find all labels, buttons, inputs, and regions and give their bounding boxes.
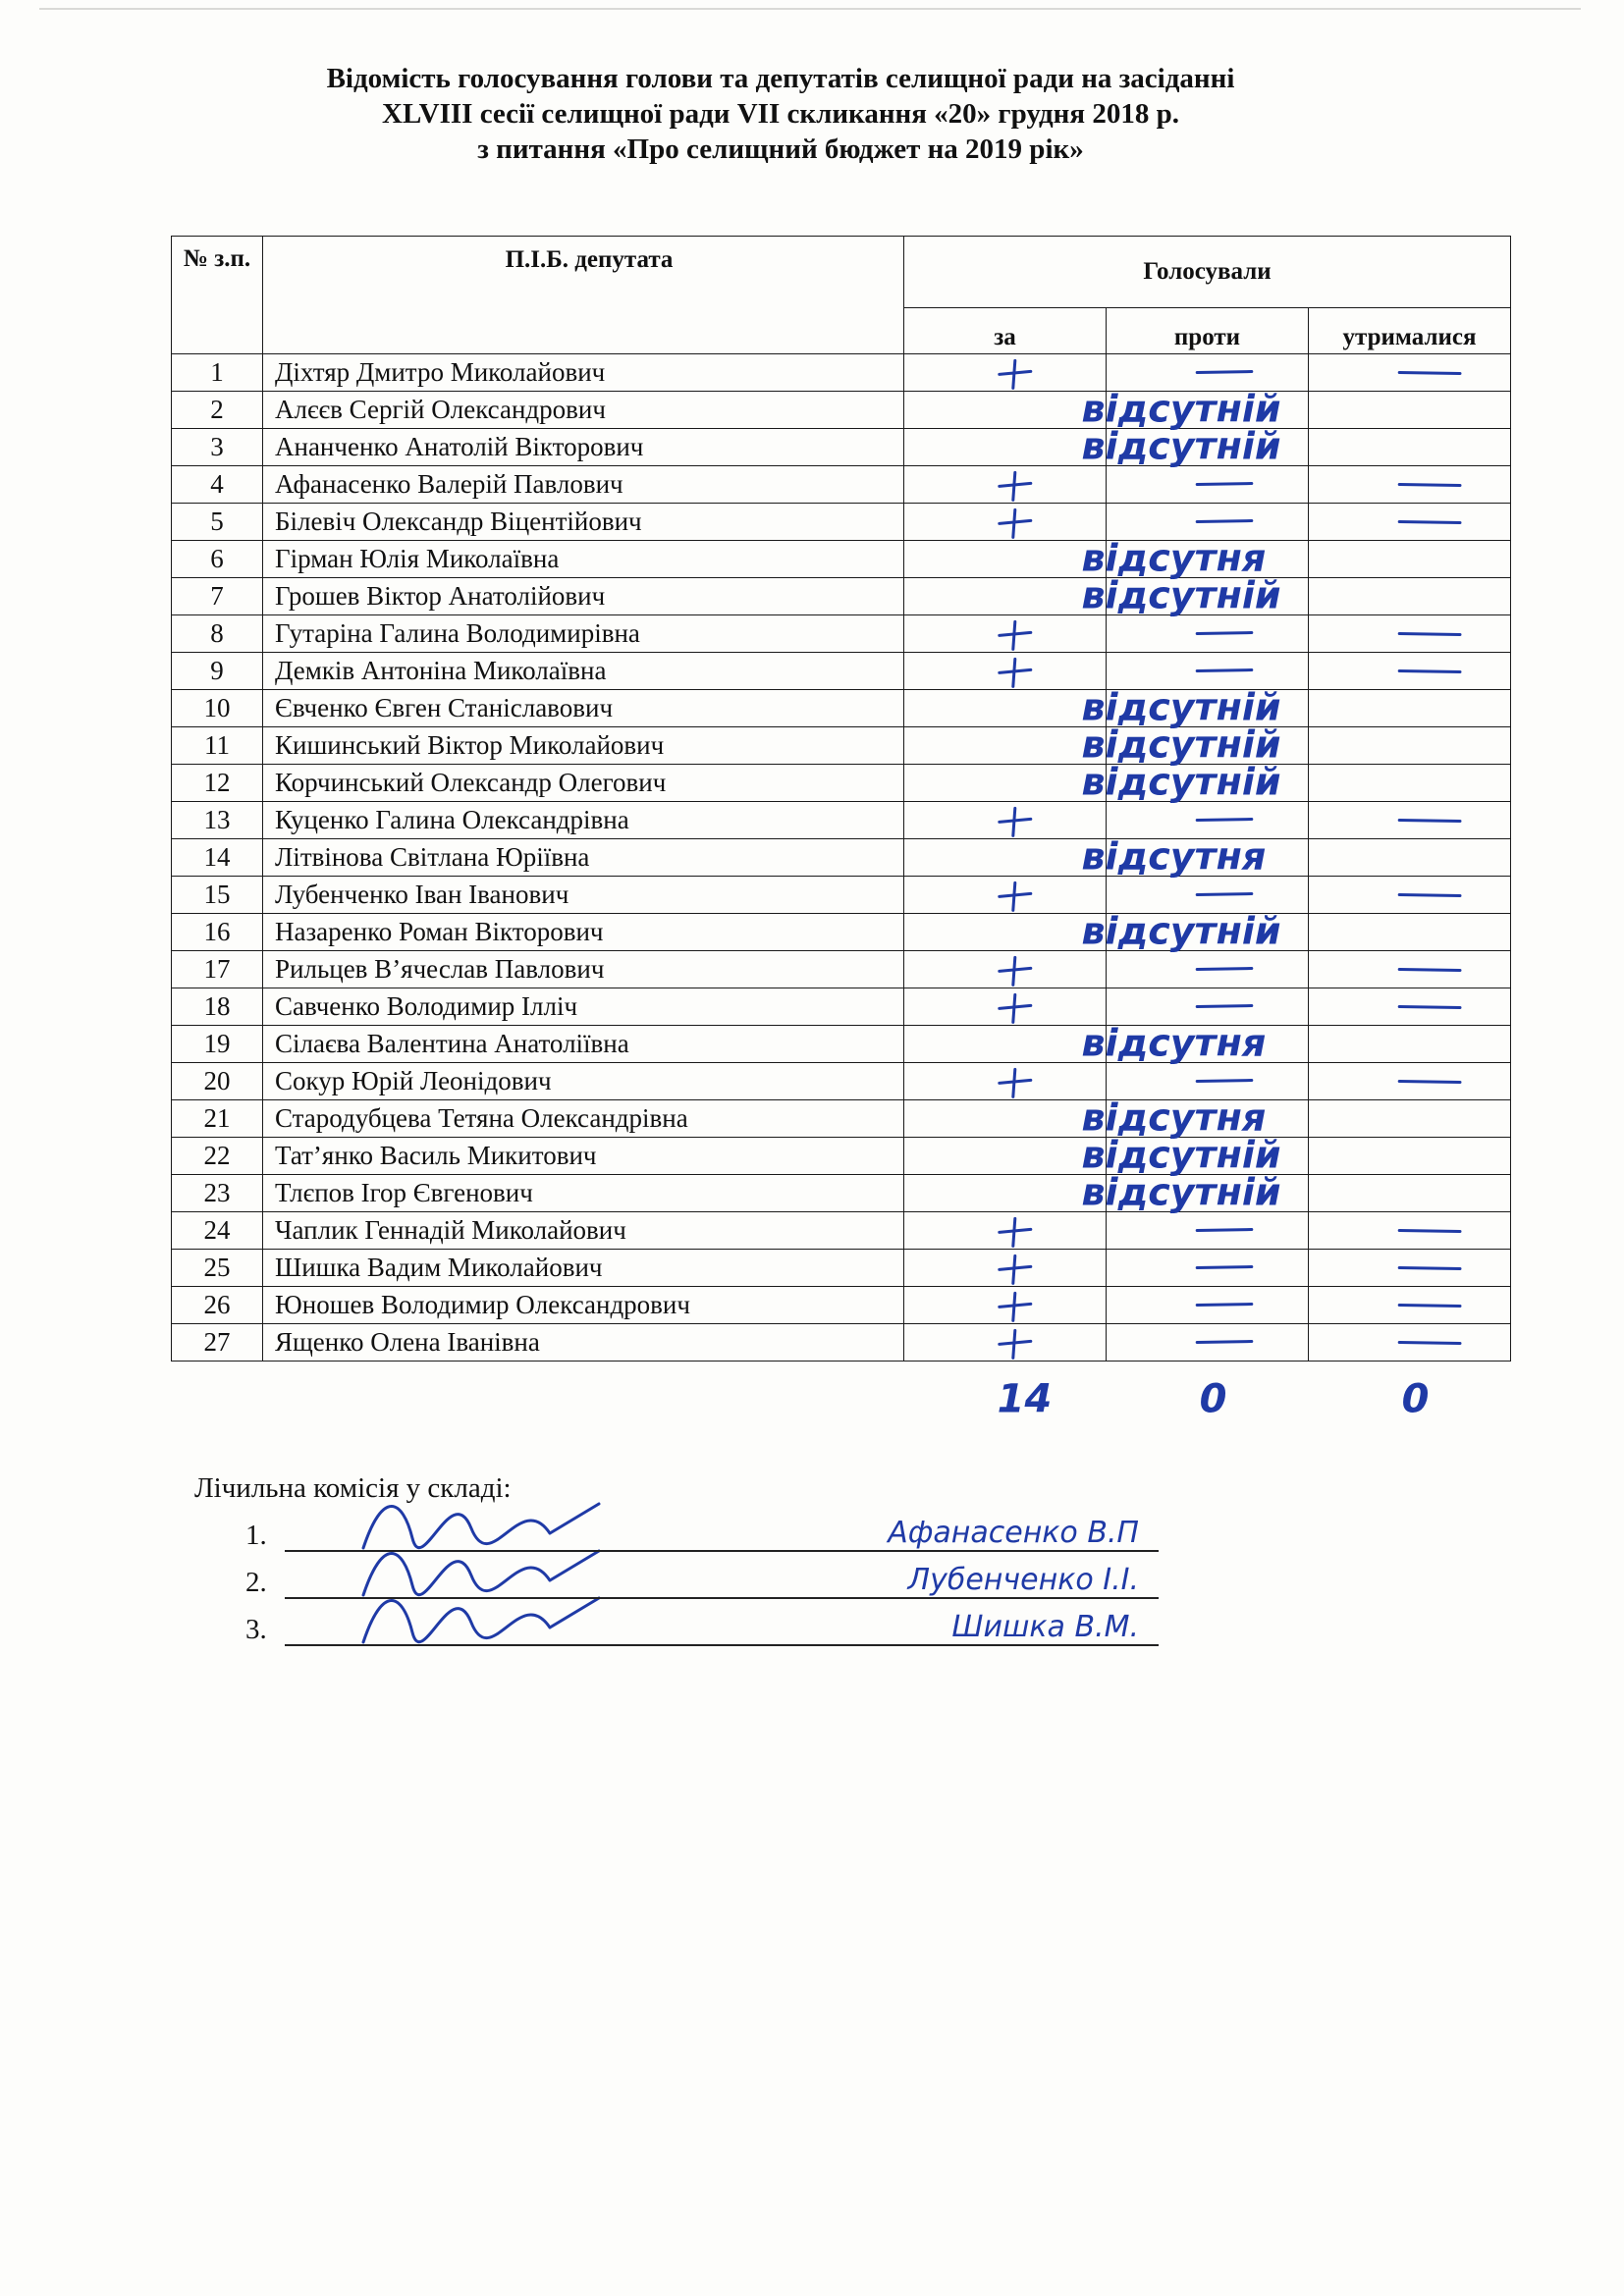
row-vote-for: [904, 765, 1107, 802]
row-vote-for: [904, 690, 1107, 727]
absent-mark: відсутній: [1081, 573, 1281, 617]
row-vote-against: [1107, 988, 1309, 1026]
row-vote-against: [1107, 877, 1309, 914]
table-row: [172, 1100, 1511, 1138]
row-name: Грошев Віктор Анатолійович: [263, 578, 904, 615]
member-name: Лубенченко І.І.: [907, 1563, 1139, 1597]
row-number: 7: [172, 578, 263, 615]
row-number: 27: [172, 1324, 263, 1362]
row-vote-abstained: [1309, 1212, 1511, 1250]
row-number: 20: [172, 1063, 263, 1100]
row-name: Літвінова Світлана Юріївна: [263, 839, 904, 877]
row-name: Афанасенко Валерій Павлович: [263, 466, 904, 504]
row-vote-against: [1107, 1324, 1309, 1362]
header-abstained: утрималися: [1309, 308, 1511, 354]
row-vote-abstained: [1309, 1026, 1511, 1063]
row-number: 6: [172, 541, 263, 578]
row-vote-against: [1107, 727, 1309, 765]
absent-mark: відсутня: [1081, 834, 1267, 879]
row-name: Ященко Олена Іванівна: [263, 1324, 904, 1362]
table-row: [172, 1250, 1511, 1287]
signature-line: [285, 1563, 1159, 1599]
table-row: [172, 988, 1511, 1026]
table-row: [172, 839, 1511, 877]
row-vote-for: [904, 466, 1107, 504]
row-vote-abstained: [1309, 541, 1511, 578]
row-vote-abstained: [1309, 877, 1511, 914]
row-vote-abstained: [1309, 578, 1511, 615]
row-number: 9: [172, 653, 263, 690]
absent-mark: відсутня: [1081, 1021, 1267, 1065]
row-vote-against: [1107, 1175, 1309, 1212]
row-vote-against: [1107, 839, 1309, 877]
row-vote-against: [1107, 429, 1309, 466]
row-vote-against: [1107, 951, 1309, 988]
table-row: [172, 765, 1511, 802]
absent-mark: відсутній: [1081, 760, 1281, 804]
table-row: [172, 466, 1511, 504]
row-vote-against: [1107, 504, 1309, 541]
header-for: за: [904, 308, 1107, 354]
row-vote-against: [1107, 1287, 1309, 1324]
row-number: 13: [172, 802, 263, 839]
row-vote-for: [904, 392, 1107, 429]
table-row: [172, 1287, 1511, 1324]
absent-mark: відсутня: [1081, 1095, 1267, 1140]
row-vote-against: [1107, 802, 1309, 839]
row-vote-abstained: [1309, 1287, 1511, 1324]
row-vote-abstained: [1309, 802, 1511, 839]
table-row: [172, 877, 1511, 914]
row-vote-abstained: [1309, 504, 1511, 541]
row-vote-abstained: [1309, 1324, 1511, 1362]
header-name: П.І.Б. депутата: [263, 237, 904, 354]
table-row: [172, 690, 1511, 727]
commission-member: [245, 1603, 1159, 1646]
row-vote-for: [904, 1250, 1107, 1287]
row-vote-against: [1107, 1026, 1309, 1063]
row-number: 15: [172, 877, 263, 914]
row-vote-for: [904, 877, 1107, 914]
table-row: [172, 504, 1511, 541]
row-name: Гутаріна Галина Володимирівна: [263, 615, 904, 653]
row-name: Демків Антоніна Миколаївна: [263, 653, 904, 690]
absent-mark: відсутній: [1081, 387, 1281, 431]
commission-member: [245, 1556, 1159, 1599]
row-vote-for: [904, 1287, 1107, 1324]
row-vote-against: [1107, 765, 1309, 802]
row-vote-against: [1107, 914, 1309, 951]
document-title: [147, 61, 1414, 167]
absent-mark: відсутній: [1081, 424, 1281, 468]
absent-mark: відсутній: [1081, 685, 1281, 729]
header-number: № з.п.: [172, 237, 263, 354]
row-vote-against: [1107, 354, 1309, 392]
row-vote-for: [904, 839, 1107, 877]
counting-commission: [194, 1472, 1159, 1646]
absent-mark: відсутній: [1081, 722, 1281, 767]
row-name: Савченко Володимир Ілліч: [263, 988, 904, 1026]
row-vote-abstained: [1309, 466, 1511, 504]
row-name: Шишка Вадим Миколайович: [263, 1250, 904, 1287]
table-row: [172, 951, 1511, 988]
table-row: [172, 802, 1511, 839]
row-vote-for: [904, 1063, 1107, 1100]
row-name: Лубенченко Іван Іванович: [263, 877, 904, 914]
row-vote-abstained: [1309, 392, 1511, 429]
table-row: [172, 1212, 1511, 1250]
row-vote-against: [1107, 653, 1309, 690]
row-number: 24: [172, 1212, 263, 1250]
row-number: 1: [172, 354, 263, 392]
row-vote-against: [1107, 1100, 1309, 1138]
row-vote-for: [904, 615, 1107, 653]
row-name: Стародубцева Тетяна Олександрівна: [263, 1100, 904, 1138]
row-name: Корчинський Олександр Олегович: [263, 765, 904, 802]
row-vote-abstained: [1309, 914, 1511, 951]
row-name: Тлєпов Ігор Євгенович: [263, 1175, 904, 1212]
table-row: [172, 914, 1511, 951]
row-vote-abstained: [1309, 951, 1511, 988]
table-row: [172, 727, 1511, 765]
absent-mark: відсутня: [1081, 536, 1267, 580]
page-top-edge: [39, 8, 1581, 10]
row-vote-for: [904, 988, 1107, 1026]
row-vote-for: [904, 727, 1107, 765]
voting-table: [171, 236, 1511, 1362]
row-vote-for: [904, 802, 1107, 839]
row-name: Сокур Юрій Леонідович: [263, 1063, 904, 1100]
row-vote-against: [1107, 392, 1309, 429]
table-row: [172, 1026, 1511, 1063]
total-for: 14: [997, 1376, 1053, 1422]
signature-line: [285, 1516, 1159, 1552]
row-number: 3: [172, 429, 263, 466]
row-number: 11: [172, 727, 263, 765]
row-vote-abstained: [1309, 1138, 1511, 1175]
row-vote-against: [1107, 541, 1309, 578]
table-row: [172, 1175, 1511, 1212]
row-vote-against: [1107, 615, 1309, 653]
total-abstained: 0: [1401, 1376, 1430, 1422]
row-vote-for: [904, 504, 1107, 541]
absent-mark: відсутній: [1081, 1170, 1281, 1214]
row-vote-for: [904, 951, 1107, 988]
row-number: 22: [172, 1138, 263, 1175]
row-vote-for: [904, 653, 1107, 690]
row-vote-abstained: [1309, 615, 1511, 653]
row-vote-against: [1107, 1063, 1309, 1100]
title-line-1: Відомість голосування голови та депутатів селищної ради на засіданні: [326, 63, 1235, 94]
row-number: 14: [172, 839, 263, 877]
row-vote-abstained: [1309, 1250, 1511, 1287]
row-vote-against: [1107, 690, 1309, 727]
commission-title: Лічильна комісія у складі:: [194, 1472, 512, 1504]
row-vote-abstained: [1309, 354, 1511, 392]
row-name: Чаплик Геннадій Миколайович: [263, 1212, 904, 1250]
member-number: 2.: [245, 1567, 267, 1598]
header-voted: Голосували: [904, 237, 1511, 308]
table-row: [172, 653, 1511, 690]
row-vote-for: [904, 914, 1107, 951]
member-number: 1.: [245, 1520, 267, 1551]
total-against: 0: [1199, 1376, 1227, 1422]
row-number: 10: [172, 690, 263, 727]
row-vote-abstained: [1309, 727, 1511, 765]
row-name: Алєєв Сергій Олександрович: [263, 392, 904, 429]
row-vote-abstained: [1309, 1175, 1511, 1212]
table-row: [172, 392, 1511, 429]
row-vote-for: [904, 1212, 1107, 1250]
row-name: Рильцев В’ячеслав Павлович: [263, 951, 904, 988]
row-vote-against: [1107, 1250, 1309, 1287]
row-vote-for: [904, 354, 1107, 392]
row-number: 18: [172, 988, 263, 1026]
row-vote-for: [904, 541, 1107, 578]
row-name: Білевіч Олександр Віцентійович: [263, 504, 904, 541]
table-row: [172, 1324, 1511, 1362]
row-number: 4: [172, 466, 263, 504]
row-vote-abstained: [1309, 988, 1511, 1026]
row-name: Юношев Володимир Олександрович: [263, 1287, 904, 1324]
row-vote-against: [1107, 466, 1309, 504]
row-vote-abstained: [1309, 429, 1511, 466]
row-vote-for: [904, 1100, 1107, 1138]
row-name: Кишинський Віктор Миколайович: [263, 727, 904, 765]
table-row: [172, 429, 1511, 466]
row-number: 8: [172, 615, 263, 653]
commission-member: [245, 1509, 1159, 1552]
row-vote-against: [1107, 1212, 1309, 1250]
row-vote-abstained: [1309, 765, 1511, 802]
header-against: проти: [1107, 308, 1309, 354]
row-vote-for: [904, 429, 1107, 466]
row-vote-for: [904, 1026, 1107, 1063]
row-vote-for: [904, 1324, 1107, 1362]
row-name: Євченко Євген Станіславович: [263, 690, 904, 727]
row-number: 23: [172, 1175, 263, 1212]
row-vote-against: [1107, 578, 1309, 615]
row-vote-against: [1107, 1138, 1309, 1175]
table-row: [172, 615, 1511, 653]
table-row: [172, 541, 1511, 578]
absent-mark: відсутній: [1081, 909, 1281, 953]
row-vote-abstained: [1309, 690, 1511, 727]
row-vote-abstained: [1309, 1100, 1511, 1138]
row-vote-for: [904, 1138, 1107, 1175]
row-number: 16: [172, 914, 263, 951]
row-number: 19: [172, 1026, 263, 1063]
row-number: 26: [172, 1287, 263, 1324]
row-name: Тат’янко Василь Микитович: [263, 1138, 904, 1175]
row-name: Назаренко Роман Вікторович: [263, 914, 904, 951]
row-name: Ананченко Анатолій Вікторович: [263, 429, 904, 466]
row-vote-abstained: [1309, 1063, 1511, 1100]
row-name: Сілаєва Валентина Анатоліївна: [263, 1026, 904, 1063]
table-row: [172, 354, 1511, 392]
signature-line: [285, 1610, 1159, 1646]
row-number: 17: [172, 951, 263, 988]
row-name: Куценко Галина Олександрівна: [263, 802, 904, 839]
title-line-3: з питання «Про селищний бюджет на 2019 рік»: [477, 133, 1084, 165]
absent-mark: відсутній: [1081, 1133, 1281, 1177]
member-name: Шишка В.М.: [951, 1610, 1139, 1644]
row-number: 25: [172, 1250, 263, 1287]
table-row: [172, 578, 1511, 615]
row-vote-for: [904, 1175, 1107, 1212]
row-vote-abstained: [1309, 839, 1511, 877]
row-number: 5: [172, 504, 263, 541]
row-number: 2: [172, 392, 263, 429]
table-row: [172, 1138, 1511, 1175]
table-row: [172, 1063, 1511, 1100]
row-vote-for: [904, 578, 1107, 615]
title-line-2: XLVIII сесії селищної ради VII скликання «20» грудня 2018 р.: [382, 98, 1179, 130]
row-vote-abstained: [1309, 653, 1511, 690]
row-number: 21: [172, 1100, 263, 1138]
member-number: 3.: [245, 1614, 267, 1645]
row-name: Діхтяр Дмитро Миколайович: [263, 354, 904, 392]
row-number: 12: [172, 765, 263, 802]
member-name: Афанасенко В.П: [888, 1516, 1139, 1550]
row-name: Гірман Юлія Миколаївна: [263, 541, 904, 578]
